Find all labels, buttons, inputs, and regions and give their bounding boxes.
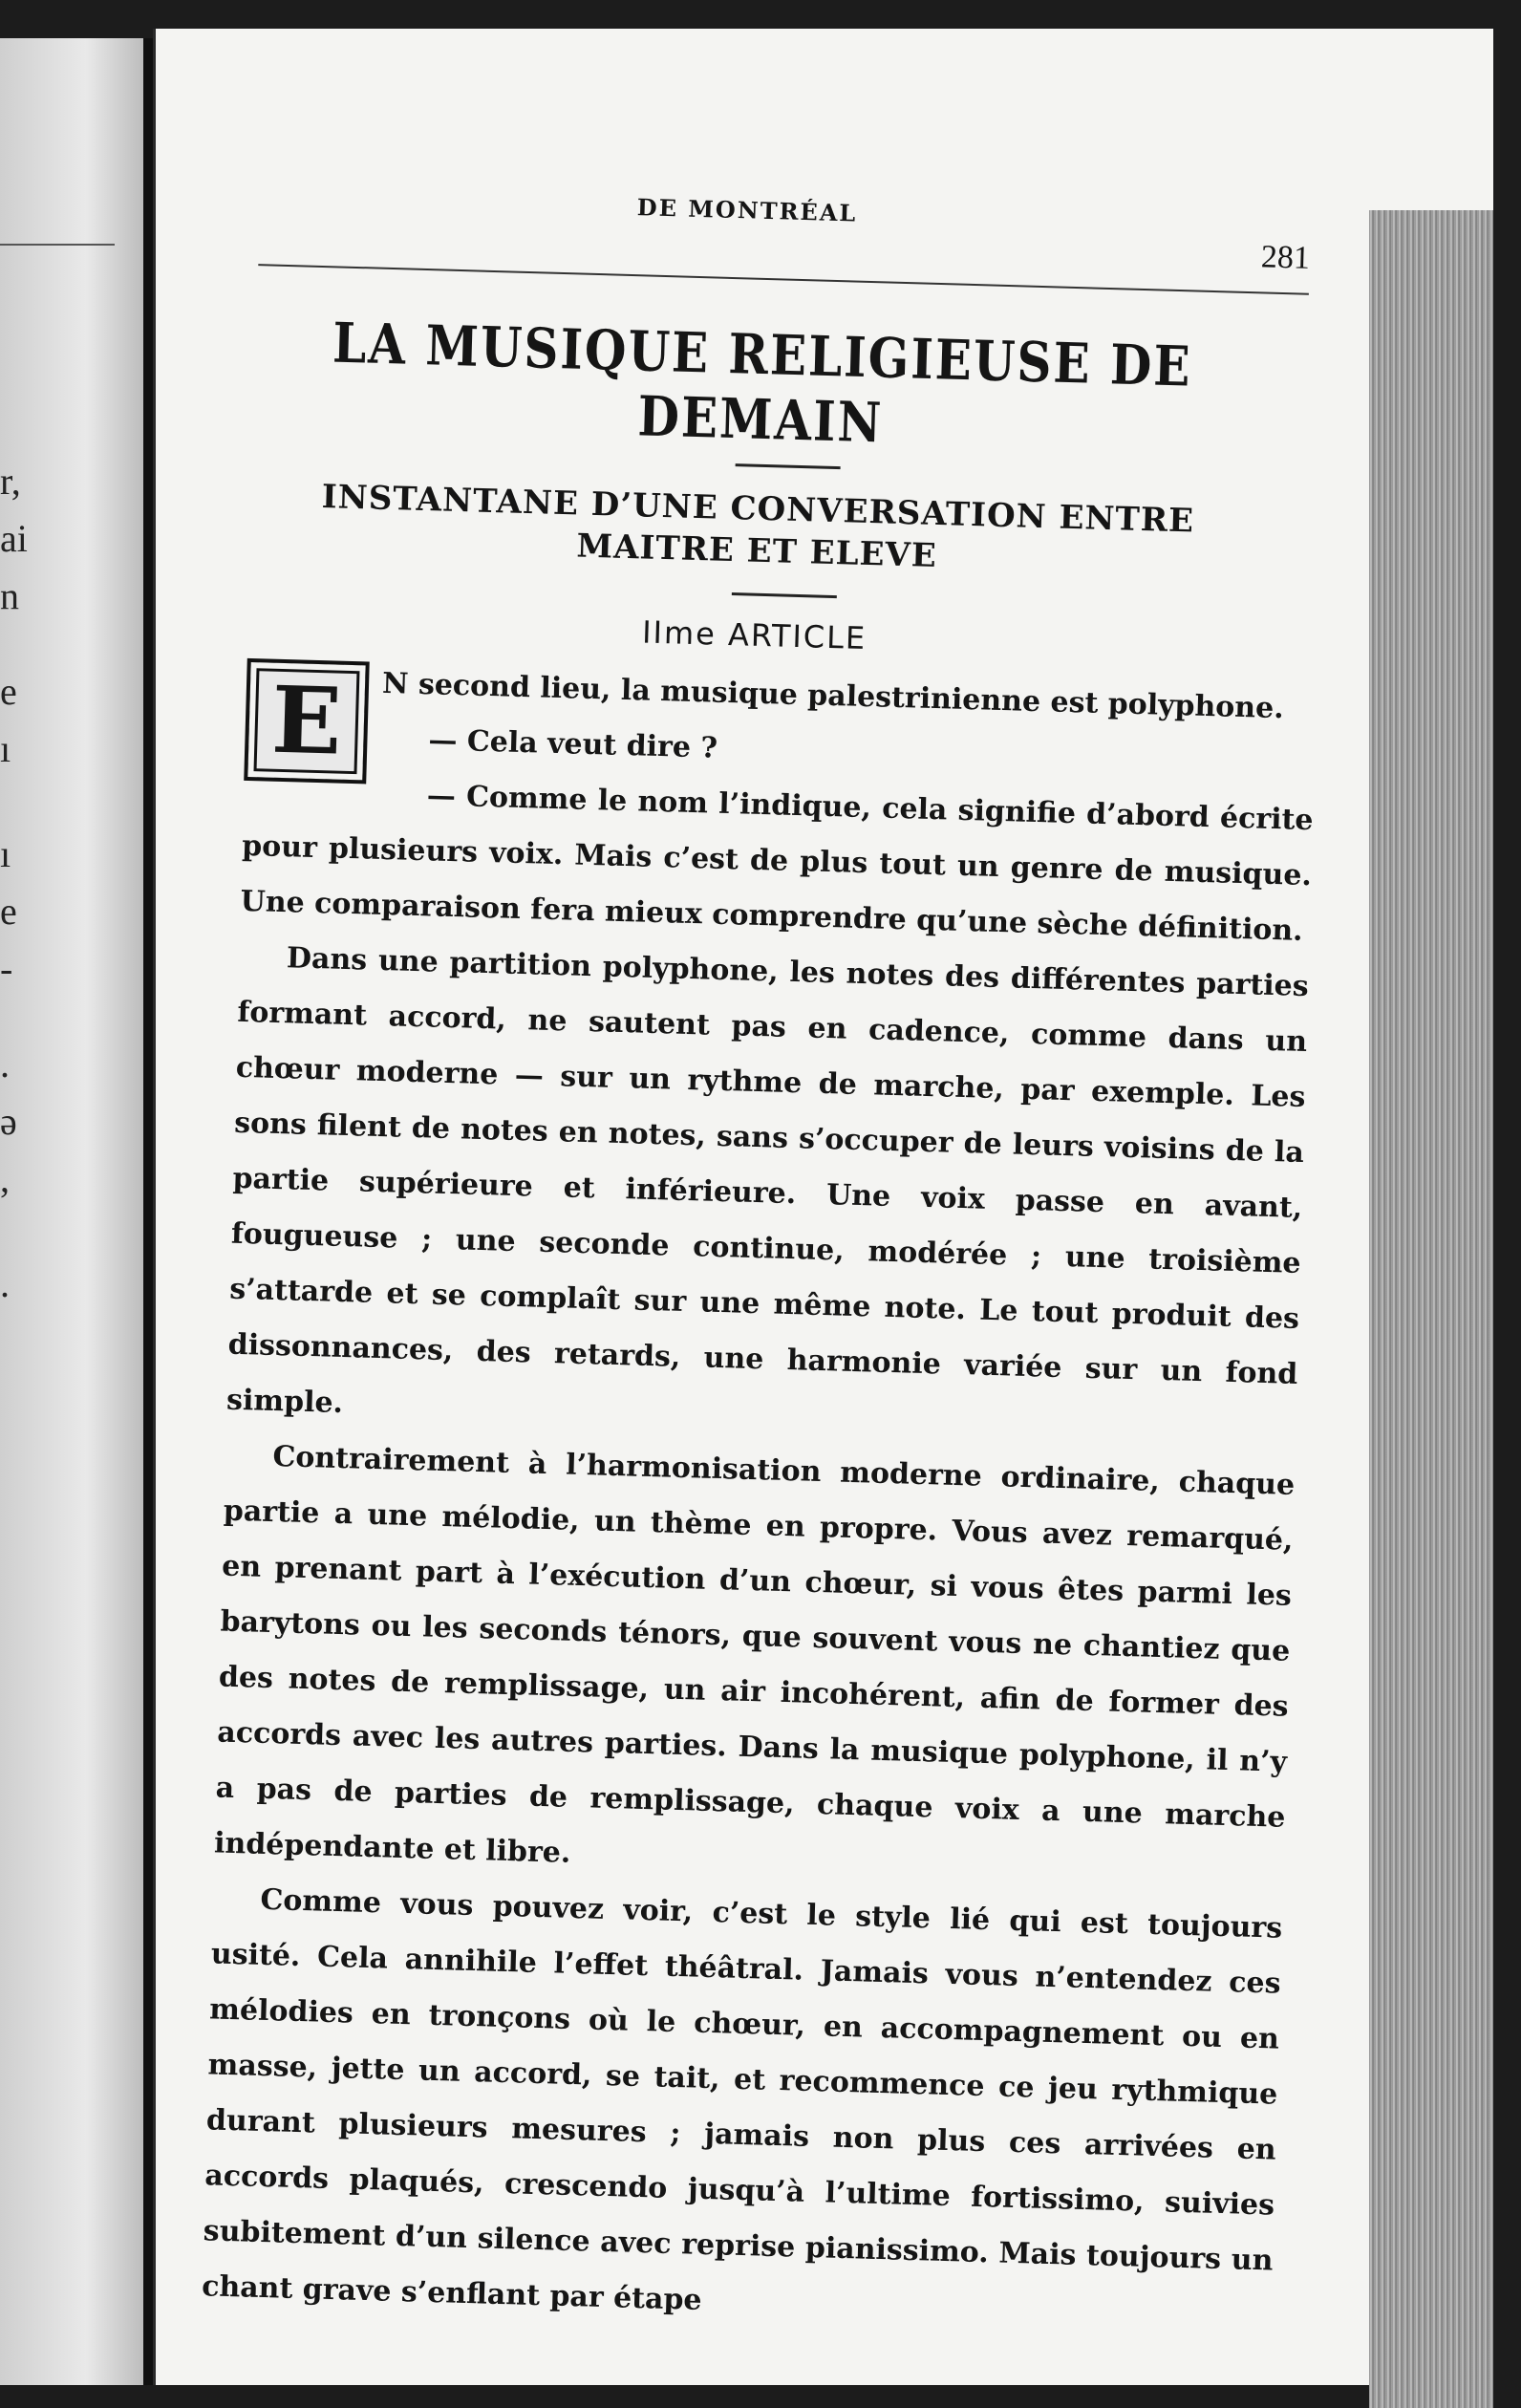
- left-page-fragment: -: [0, 947, 13, 990]
- subtitle-line-1: INSTANTANE D’UNE CONVERSATION ENTRE: [321, 478, 1195, 541]
- article-title: LA MUSIQUE RELIGIEUSE DE DEMAIN: [332, 310, 1193, 456]
- page-stack-edge: [1369, 210, 1493, 2408]
- book-page: [153, 29, 1493, 2385]
- title-divider: [736, 463, 841, 469]
- left-page-fragment: ai: [0, 517, 28, 560]
- paragraph: N second lieu, la musique palestrinienne est polyphone.: [381, 666, 1285, 726]
- left-page-fragment: .: [0, 1262, 10, 1305]
- left-page-fragment: e: [0, 670, 17, 713]
- article-body: [162, 652, 1317, 2345]
- subtitle-line-2: MAITRE ET ELEVE: [575, 527, 938, 576]
- header-rule: [258, 264, 1309, 295]
- article-subtitle: [212, 473, 1303, 588]
- left-page-fragment: ,: [0, 1157, 10, 1200]
- page-content: [162, 172, 1368, 2346]
- left-page-edge: [0, 38, 143, 2385]
- paragraph: — Comme le nom l’indique, cela signifie d’abord écrite pour plusieurs voix. Mais c’est de plus tout un genre de musique. Une comparaison fera mieux comprendre qu’une sèche définition.: [240, 779, 1314, 948]
- left-page-fragment: n: [0, 574, 19, 617]
- paragraph: Comme vous pouvez voir, c’est le style lié qui est toujours usité. Cela annihile l’effet théâtral. Jamais vous n’entendez ces mélodies en tronçons où le chœur, en accompagnement ou en masse, jette un accord, se tait, et recommence ce jeu rythmique durant plusieurs mesures ; jamais non plus ces arrivées en accords plaqués, crescendo jusqu’à l’ultime fortissimo, suivies subitement d’un silence avec reprise pianissimo. Mais toujours un chant grave s’enflant par étape: [201, 1882, 1283, 2317]
- paragraph: Contrairement à l’harmonisation moderne ordinaire, chaque partie a une mélodie, un thème en propre. Vous avez remarqué, en prenant part à l’exécution d’un chœur, si vous êtes parmi les barytons ou les seconds ténors, que souvent vous ne chantiez que des notes de remplissage, un air incohérent, afin de former des accords avec les autres parties. Dans la musique polyphone, il n’y a pas de parties de remplissage, chaque voix a une marche indépendante et libre.: [213, 1439, 1296, 1870]
- page-number: 281: [1260, 239, 1311, 276]
- paragraph: Dans une partition polyphone, les notes des différentes parties formant accord, ne sautent pas en cadence, comme dans un chœur moderne — sur un rythme de marche, par exemple. Les sons filent de notes en notes, sans s’occuper de leurs voisins de la partie supérieure et inférieure. Une voix passe en avant, fougueuse ; une seconde continue, modérée ; une troisième s’attarde et se complaît sur une même note. Le tout produit des dissonnances, des retards, une harmonie variée sur un fond simple.: [225, 941, 1310, 1421]
- left-page-fragment: ı: [0, 832, 11, 875]
- left-page-fragment: r,: [0, 460, 21, 503]
- subtitle-divider: [732, 592, 837, 598]
- left-page-fragment: ə: [0, 1100, 17, 1143]
- left-page-fragment: e: [0, 890, 17, 933]
- running-head: [221, 172, 1368, 276]
- running-head-title: DE MONTRÉAL: [636, 193, 858, 227]
- left-page-rule: [0, 244, 115, 246]
- ornamental-dropcap: E: [244, 658, 370, 785]
- left-page-fragment: ı: [0, 727, 11, 770]
- left-page-fragment: .: [0, 1043, 10, 1086]
- paragraph: — Cela veut dire ?: [427, 723, 718, 765]
- article-number: IIme ARTICLE: [641, 613, 868, 657]
